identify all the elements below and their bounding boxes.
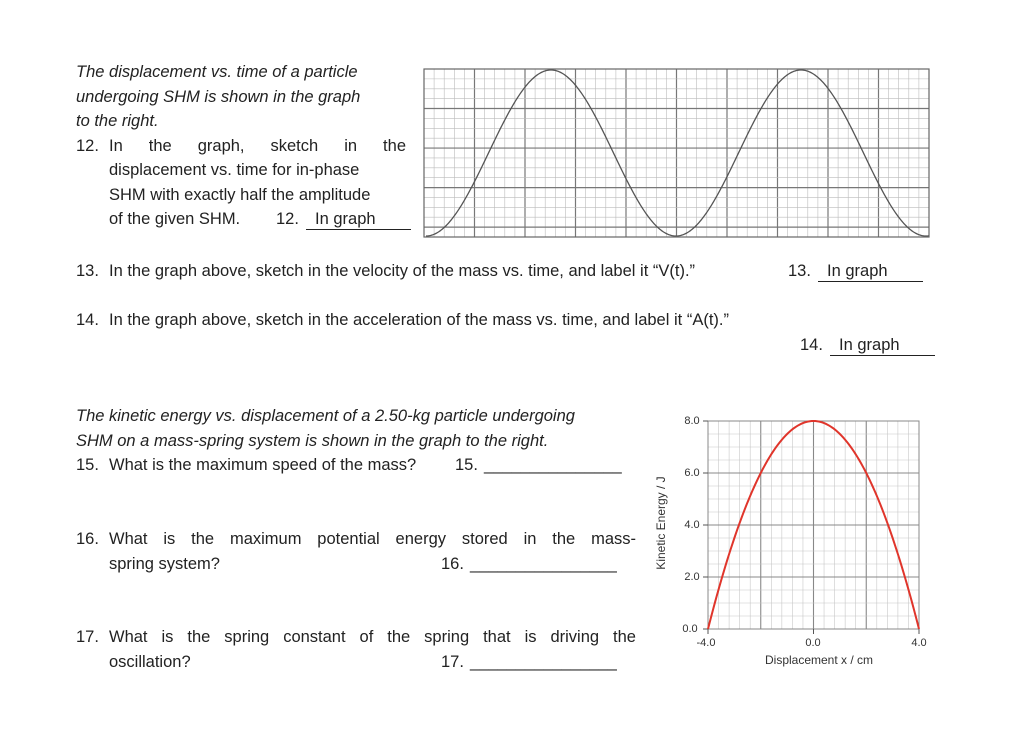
ke-xtick-label: 4.0 xyxy=(911,637,927,649)
shm-grid xyxy=(424,69,929,237)
intro-line-2: undergoing SHM is shown in the graph xyxy=(76,88,361,106)
ke-ytick-label: 4.0 xyxy=(684,519,700,531)
q15-text: What is the maximum speed of the mass? xyxy=(109,456,417,474)
q14-answer-number: 14. xyxy=(800,336,823,354)
q13-answer-number: 13. xyxy=(788,262,811,280)
q16-answer-number: 16. xyxy=(441,555,464,573)
q17-number: 17. xyxy=(76,628,99,646)
q12-line-2: displacement vs. time for in-phase xyxy=(109,161,360,179)
ke-xtick-label: 0.0 xyxy=(805,637,821,649)
q16-answer-blank[interactable]: ________________ xyxy=(470,555,617,573)
intro2-line-2: SHM on a mass-spring system is shown in the graph to the right. xyxy=(76,432,549,450)
intro-line-3: to the right. xyxy=(76,112,159,130)
ke-xlabel: Displacement x / cm xyxy=(764,653,874,667)
q16-line-2: spring system? xyxy=(109,555,220,573)
q12-line-1: In the graph, sketch in the xyxy=(109,137,406,155)
q17-line-1: What is the spring constant of the spring that is driving the xyxy=(109,628,636,646)
q12-answer-number: 12. xyxy=(276,210,299,228)
q16-line-1: What is the maximum potential energy stored in the mass- xyxy=(109,530,636,548)
ke-ytick-label: 0.0 xyxy=(682,623,698,635)
q17-answer-number: 17. xyxy=(441,653,464,671)
ke-ticks xyxy=(703,421,919,634)
q15-answer-number: 15. xyxy=(455,456,478,474)
q15-answer-blank[interactable]: _______________ xyxy=(484,456,622,474)
q15-number: 15. xyxy=(76,456,99,474)
q14-number: 14. xyxy=(76,311,99,329)
q12-answer: In graph xyxy=(306,207,411,230)
intro2-line-1: The kinetic energy vs. displacement of a 2.50-kg particle undergoing xyxy=(76,407,575,425)
ke-ytick-label: 6.0 xyxy=(684,467,700,479)
q13-text: In the graph above, sketch in the velocity of the mass vs. time, and label it “V(t).” xyxy=(109,262,696,280)
ke-ytick-label: 8.0 xyxy=(684,415,700,427)
q13-answer: In graph xyxy=(818,259,923,282)
q12-line-3: SHM with exactly half the amplitude xyxy=(109,186,371,204)
q16-number: 16. xyxy=(76,530,99,548)
q13-number: 13. xyxy=(76,262,99,280)
q12-line-4: of the given SHM. xyxy=(109,210,241,228)
q14-text: In the graph above, sketch in the acceleration of the mass vs. time, and label it “A(t).” xyxy=(109,311,729,329)
q14-answer: In graph xyxy=(830,333,935,356)
ke-ytick-label: 2.0 xyxy=(684,571,700,583)
ke-xtick-label: -4.0 xyxy=(696,637,716,649)
q17-answer-blank[interactable]: ________________ xyxy=(470,653,617,671)
intro-line-1: The displacement vs. time of a particle xyxy=(76,63,358,81)
shm-displacement-curve xyxy=(426,70,929,236)
q12-number: 12. xyxy=(76,137,99,155)
q17-line-2: oscillation? xyxy=(109,653,191,671)
ke-ylabel: Kinetic Energy / J xyxy=(654,476,668,570)
